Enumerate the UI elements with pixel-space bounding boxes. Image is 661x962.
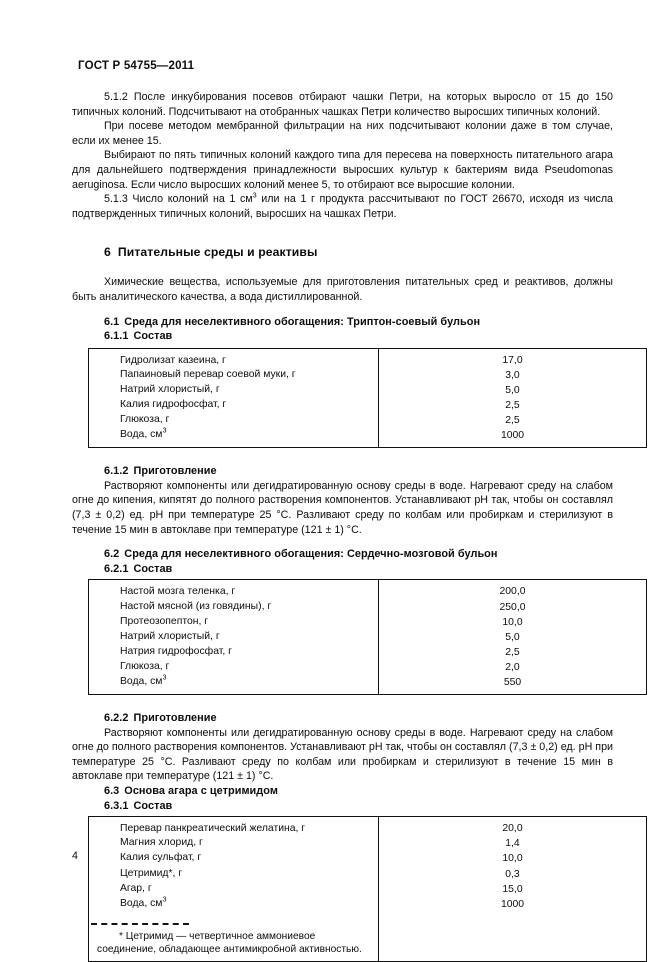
heading-6-2-1-title: Состав [133,562,173,575]
heading-6-2-1-number: 6.2.1 [104,562,129,575]
table-row [89,867,647,882]
component-value-cell: 550 [503,677,522,688]
component-name-cell: Вода, $см^3$ [89,675,379,695]
heading-6-3-title: Основа агара с цетримидом [124,785,278,798]
paragraph-5-1-3 [72,192,613,221]
heading-6-3-number: 6.3 [104,785,120,798]
cubic-superscript: 3 [162,425,167,435]
component-name-cell: Настой мясной (из говядины), г [89,600,379,615]
heading-6-2-number: 6.2 [104,548,120,561]
footnote-divider [91,923,189,925]
table-row [89,368,647,383]
component-name-cell: Глюкоза, г [89,413,379,428]
heading-6-1-1 [72,329,613,344]
paragraph-preparation-6-1-2: Растворяют компоненты или дегидратированную основу среды в воде. Нагревают среду на слабом огне до кипения, кипятят до полного растворения компонентов. Устанавливают рН так, чтобы он составлял (7,3 ± 0,2) ед. рН при температуре 25 °С. Разливают среду по колбам или пробиркам и стерилизуют в течение 15 мин в автоклаве при температуре (121 ± 1) °С. [72,479,613,536]
footnote-empty-cell [379,916,647,961]
table-row [89,580,647,600]
heading-6-3 [72,784,613,799]
component-name-cell: Натрия гидрофосфат, г [89,645,379,660]
paragraph-section-6-intro: Химические вещества, используемые для приготовления питательных сред и реактивов, должны быть аналитического качества, а вода дистиллированной. [72,276,613,303]
heading-6-1-2-number: 6.1.2 [104,465,129,478]
heading-6-3-1-title: Состав [133,799,173,812]
component-value-cell: 1000 [500,898,525,910]
table-row [89,428,647,448]
heading-6-2 [72,547,613,562]
cubic-superscript: 3 [162,672,167,682]
component-value-cell: 2,5 [505,415,520,427]
footnote-text: * Цетримид — четвертичное аммониевое соединение, обладающее антимикробной активностью. [97,930,362,956]
paragraph-5-1-3-part-b: или на 1 г продукта рассчитывают по ГОСТ 26670, исходя из числа подтвержденных типичных колоний, выросших на чашках Петри. [72,193,613,220]
composition-table-6-2-1-body [89,580,647,695]
component-name-cell: Натрий хлористый, г [89,630,379,645]
composition-table-6-3-1-body [89,817,647,916]
component-name-cell: Перевар панкреатический желатина, г [89,817,379,837]
component-name-cell: Калия гидрофосфат, г [89,398,379,413]
heading-6-1 [72,315,613,330]
component-name-cell: Агар, г [89,882,379,897]
composition-table-6-1-1 [88,348,647,449]
cubic-superscript: 3 [252,190,257,200]
component-name-cell: Гидролизат казеина, г [89,348,379,368]
component-name-cell: Вода, $см^3$ [89,897,379,916]
page-number: 4 [72,850,78,862]
heading-6-1-1-number: 6.1.1 [104,330,129,343]
footnote-cell [89,916,379,961]
component-name-cell: Магния хлорид, г [89,836,379,851]
table-row [89,630,647,645]
component-value-cell: 200,0 [499,586,526,598]
table-row [89,897,647,916]
paragraph-5-1-2: 5.1.2 После инкубирования посевов отбирают чашки Петри, на которых выросло от 15 до 150 типичных колоний. Подсчитывают на отобранных чашках Петри количество выросших типичных колоний. [72,91,613,118]
component-value-cell: 17,0 [502,354,523,366]
heading-6-2-2-title: Приготовление [133,712,217,725]
component-value-cell: 250,0 [499,601,526,613]
component-name-cell: Цетримид*, г [89,867,379,882]
component-value-cell: 15,0 [502,883,523,895]
table-row [89,348,647,368]
heading-section-6-number: 6 [104,245,111,260]
heading-6-1-2 [72,464,613,479]
component-name-cell: Глюкоза, г [89,660,379,675]
component-value-cell: 1000 [500,430,525,442]
table-row [89,615,647,630]
table-row [89,600,647,615]
cubic-superscript: 3 [162,894,167,904]
component-value-cell: 1,4 [505,838,520,850]
table-row [89,817,647,837]
footnote-row [89,916,647,961]
composition-table-6-3-1-footnote [89,916,647,961]
component-value-cell: 0,3 [505,868,520,880]
heading-section-6-title: Питательные среды и реактивы [117,245,318,260]
heading-section-6 [72,245,613,259]
component-value-cell: 2,0 [505,661,520,673]
component-value-cell: 5,0 [505,631,520,643]
paragraph-preparation-6-2-2: Растворяют компоненты или дегидратированную основу среды в воде. Нагревают среду на слабом огне до полного растворения компонентов. Устанавливают рН так, чтобы он составлял (7,3 ± 0,2) ед. рН при температуре 25 °С. Разливают среду по колбам или пробиркам и стерилизуют в течение 15 мин в автоклаве при температуре (121 ± 1) °С. [72,726,613,783]
component-value-cell: 20,0 [502,823,523,835]
heading-6-2-1 [72,562,613,577]
paragraph-membrane-filtration: При посеве методом мембранной фильтрации на них подсчитывают колонии даже в том случае, если их менее 15. [72,120,613,147]
table-row [89,645,647,660]
table-row [89,836,647,851]
composition-table-6-2-1 [88,579,647,695]
running-head: ГОСТ Р 54755—2011 [78,60,195,72]
component-name-cell: Настой мозга теленка, г [89,580,379,600]
heading-6-2-2 [72,711,613,726]
heading-6-2-2-number: 6.2.2 [104,712,129,725]
component-name-cell: Вода, $см^3$ [89,428,379,448]
component-name-cell: Калия сульфат, г [89,851,379,866]
table-row [89,383,647,398]
paragraph-colony-selection: Выбирают по пять типичных колоний каждого типа для пересева на поверхность питательного агара для дальнейшего подтверждения принадлежности выросших культур к бактериям вида Pseudomonas aeruginosa. Если число выросших колоний менее 5, то отбирают все выросшие колонии. [72,149,613,191]
component-value-cell: 5,0 [505,384,520,396]
heading-6-1-number: 6.1 [104,315,120,328]
page-content [72,0,613,962]
heading-6-1-2-title: Приготовление [133,465,217,478]
table-row [89,398,647,413]
heading-6-3-1-number: 6.3.1 [104,799,129,812]
component-value-cell: 10,0 [502,853,523,865]
component-value-cell: 2,5 [505,400,520,411]
heading-6-1-1-title: Состав [133,330,173,343]
paragraph-5-1-3-part-a: 5.1.3 Число колоний на 1 см [104,193,253,206]
component-name-cell: Папаиновый перевар соевой муки, г [89,368,379,383]
component-value-cell: 2,5 [505,646,520,658]
table-row [89,660,647,675]
composition-table-6-1-1-body [89,348,647,448]
table-row [89,413,647,428]
table-row [89,882,647,897]
heading-6-3-1 [72,799,613,814]
component-value-cell: 10,0 [502,616,523,628]
component-value-cell: 3,0 [505,369,520,381]
component-name-cell: Натрий хлористый, г [89,383,379,398]
composition-table-6-3-1 [88,816,647,961]
table-row [89,675,647,695]
heading-6-2-title: Среда для неселективного обогащения: Сердечно-мозговой бульон [124,548,498,561]
heading-6-1-title: Среда для неселективного обогащения: Триптон-соевый бульон [124,315,481,328]
table-row [89,851,647,866]
component-name-cell: Протеозопептон, г [89,615,379,630]
